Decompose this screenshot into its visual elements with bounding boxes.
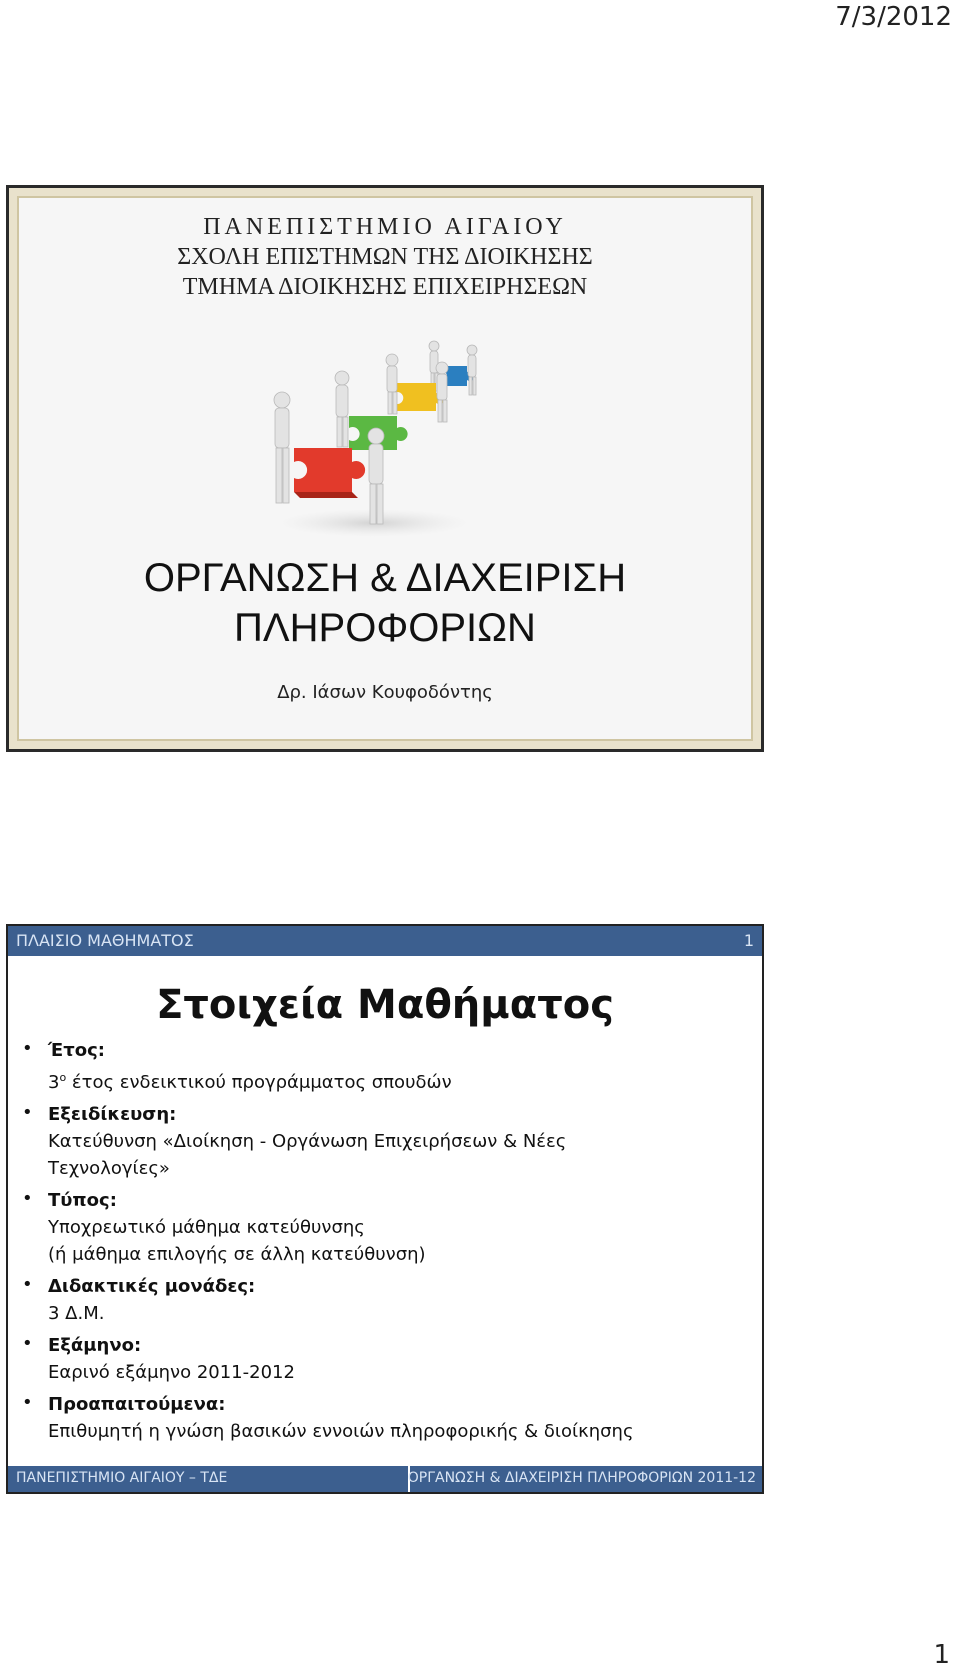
- slide-heading-text: Στοιχεία Μαθήματος: [156, 982, 614, 1028]
- item-value: $3^o$ έτος ενδεικτικού προγράμματος σπουδών: [48, 1071, 452, 1093]
- course-info-slide: [6, 924, 764, 1494]
- item-value: Εαρινό εξάμηνο 2011-2012: [48, 1362, 295, 1383]
- list-item: [48, 1274, 748, 1327]
- list-item: [48, 1392, 748, 1445]
- list-item: [48, 1038, 748, 1096]
- list-item: [48, 1102, 748, 1182]
- item-label: • Έτος:: [48, 1040, 105, 1061]
- item-value: Κατεύθυνση «Διοίκηση - Οργάνωση Επιχειρήσεων & Νέες: [48, 1131, 567, 1152]
- item-value: Τεχνολογίες»: [48, 1158, 170, 1179]
- item-label: • Εξειδίκευση:: [48, 1104, 177, 1125]
- page-date: 7/3/2012: [835, 2, 952, 32]
- slide-heading: [8, 982, 762, 1028]
- course-title-line2: ΠΛΗΡΟΦΟΡΙΩΝ: [234, 606, 536, 650]
- puzzle-team-icon: [264, 338, 519, 543]
- title-slide: [6, 185, 764, 752]
- university-name: ΠΑΝΕΠΙΣΤΗΜΙΟ ΑΙΓΑΙΟΥ: [203, 214, 567, 240]
- item-label: • Διδακτικές μονάδες:: [48, 1276, 256, 1297]
- list-item: [48, 1188, 748, 1268]
- red-puzzle-piece: [294, 448, 365, 498]
- section-label: ΠΛΑΙΣΙΟ ΜΑΘΗΜΑΤΟΣ: [16, 931, 194, 950]
- item-label: • Εξάμηνο:: [48, 1335, 142, 1356]
- list-item: [48, 1333, 748, 1386]
- footer-course: ΟΡΓΑΝΩΣΗ & ΔΙΑΧΕΙΡΙΣΗ ΠΛΗΡΟΦΟΡΙΩΝ 2011-12: [407, 1470, 756, 1486]
- course-details-list: [48, 1038, 748, 1451]
- footer-university: ΠΑΝΕΠΙΣΤΗΜΙΟ ΑΙΓΑΙΟΥ – ΤΔΕ: [16, 1470, 228, 1486]
- university-header: [9, 212, 761, 302]
- item-value: Επιθυμητή η γνώση βασικών εννοιών πληροφορικής & διοίκησης: [48, 1421, 634, 1442]
- slide-bottom-bar: [8, 1466, 762, 1492]
- course-title: [9, 553, 761, 653]
- page-number: 1: [933, 1640, 950, 1670]
- school-name: ΣΧΟΛΗ ΕΠΙΣΤΗΜΩΝ ΤΗΣ ΔΙΟΙΚΗΣΗΣ: [177, 244, 593, 270]
- item-value: (ή μάθημα επιλογής σε άλλη κατεύθυνση): [48, 1244, 426, 1265]
- item-value: 3 Δ.Μ.: [48, 1303, 105, 1324]
- item-label: • Τύπος:: [48, 1190, 117, 1211]
- course-title-line1: ΟΡΓΑΝΩΣΗ & ΔΙΑΧΕΙΡΙΣΗ: [143, 556, 627, 600]
- item-value: Υποχρεωτικό μάθημα κατεύθυνσης: [48, 1217, 365, 1238]
- slide-top-bar: [8, 926, 762, 956]
- department-name: ΤΜΗΜΑ ΔΙΟΙΚΗΣΗΣ ΕΠΙΧΕΙΡΗΣΕΩΝ: [182, 274, 588, 300]
- author-name: Δρ. Ιάσων Κουφοδόντης: [277, 682, 493, 703]
- item-label: • Προαπαιτούμενα:: [48, 1394, 226, 1415]
- slide-number: 1: [743, 931, 754, 950]
